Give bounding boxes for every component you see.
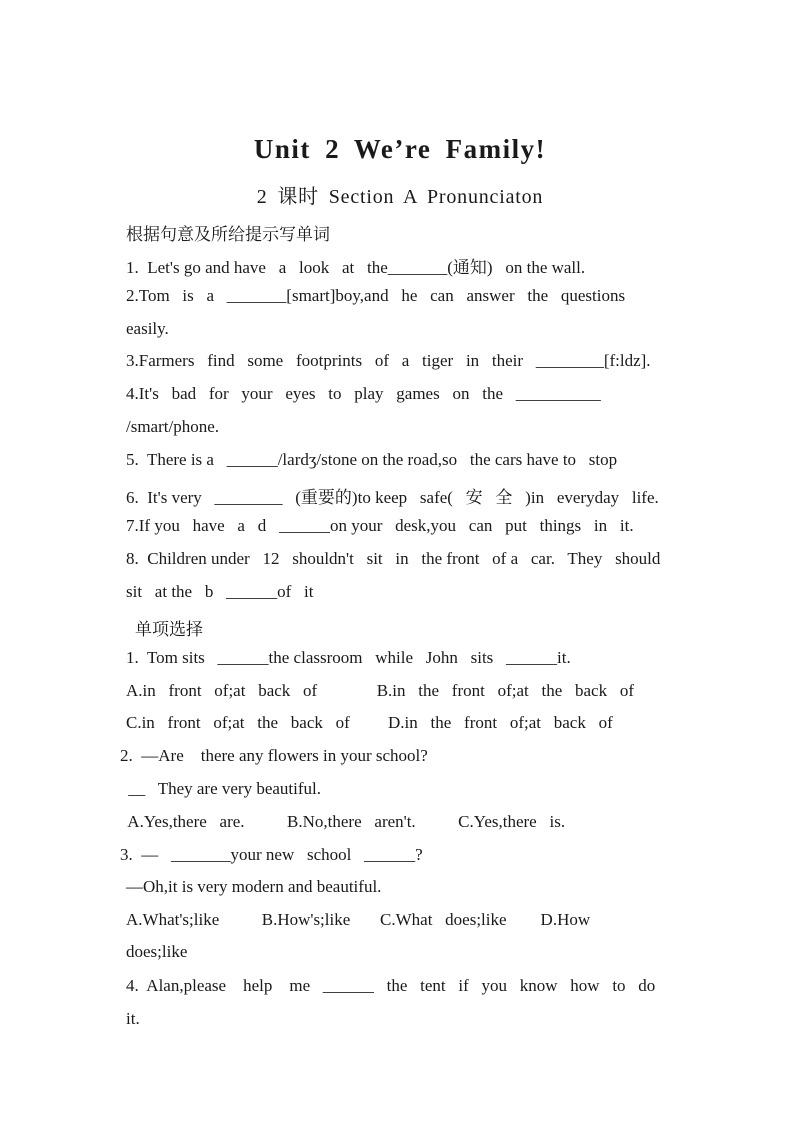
part2-line: 4. Alan,please help me ______ the tent if you know how to do	[126, 976, 656, 995]
part2-line: __ They are very beautiful.	[124, 779, 322, 798]
part1-line: 8. Children under 12 shouldn't sit in the front of a car. They should	[126, 549, 661, 568]
part1-line: 3.Farmers find some footprints of a tiger in their ________[f:ldz].	[126, 351, 651, 370]
part2-line: it.	[126, 1009, 140, 1028]
part2-line: 2. —Are there any flowers in your school?	[120, 746, 428, 765]
part2-line: A.What's;like B.How's;like C.What does;like D.How	[126, 910, 591, 929]
part1-line: 4.It's bad for your eyes to play games on the __________	[126, 384, 601, 403]
part1-line: easily.	[126, 319, 169, 338]
part2-line: does;like	[126, 942, 188, 961]
part2-line: C.in front of;at the back of D.in the front of;at back of	[126, 713, 613, 732]
part2-line: A.Yes,there are. B.No,there aren't. C.Yes,there is.	[124, 812, 566, 831]
part2-heading: 单项选择	[135, 620, 203, 639]
part1-line: sit at the b ______of it	[126, 582, 314, 601]
page-title: Unit 2 We’re Family!	[253, 134, 547, 164]
part1-line: 7.If you have a d ______on your desk,you can put things in it.	[126, 516, 634, 535]
part1-line: 1. Let's go and have a look at the_______(通知) on the wall.	[126, 258, 586, 277]
part2-line: —Oh,it is very modern and beautiful.	[126, 877, 382, 896]
part1-line: 2.Tom is a _______[smart]boy,and he can answer the questions	[126, 286, 626, 305]
part2-line: 1. Tom sits ______the classroom while John sits ______it.	[126, 648, 571, 667]
part1-heading: 根据句意及所给提示写单词	[126, 225, 330, 244]
part1-line: 6. It's very ________ (重要的)to keep safe( 安 全 )in everyday life.	[126, 488, 659, 507]
part2-line: 3. — _______your new school ______?	[120, 845, 423, 864]
part1-line: /smart/phone.	[126, 417, 220, 436]
part1-line: 5. There is a ______/lardʒ/stone on the road,so the cars have to stop	[126, 450, 618, 469]
page-subtitle: 2 课时 Section A Pronunciaton	[256, 186, 544, 208]
part2-line: A.in front of;at back of B.in the front of;at the back of	[126, 681, 634, 700]
